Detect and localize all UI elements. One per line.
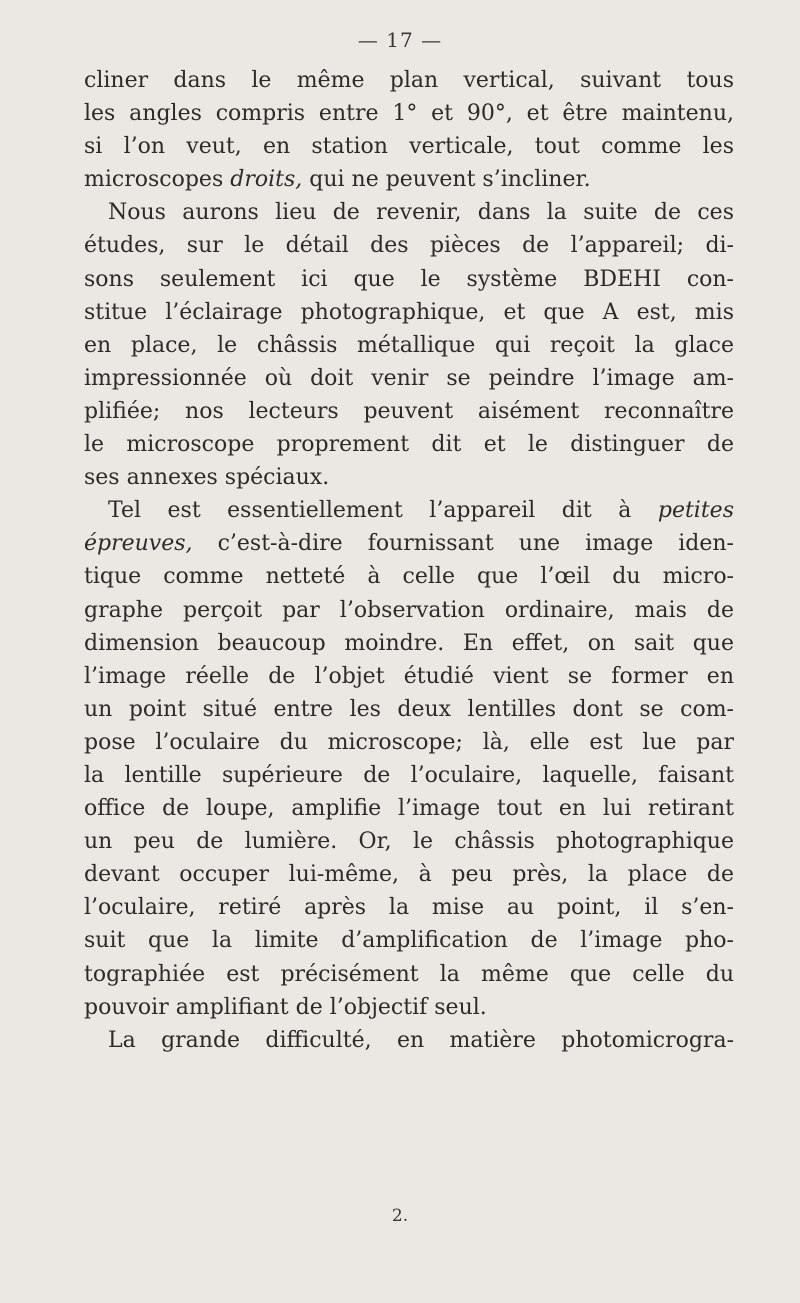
text-line <box>84 991 734 1024</box>
text-line-segment: le microscope proprement dit et le distinguer de <box>84 432 734 458</box>
text-line <box>84 527 734 560</box>
text-line <box>84 163 734 196</box>
text-line-segment: la lentille supérieure de l’oculaire, laquelle, faisant <box>84 762 734 788</box>
text-line-segment: plifiée; nos lecteurs peuvent aisément reconnaître <box>84 398 734 424</box>
text-line-segment: un point situé entre les deux lentilles dont se com- <box>84 696 734 722</box>
text-line <box>84 461 734 494</box>
signature-mark: 2. <box>391 1206 409 1226</box>
text-line-segment: stitue l’éclairage photographique, et que A est, mis <box>84 299 734 325</box>
text-line <box>84 560 734 593</box>
text-line-segment: Tel est essentiellement l’appareil dit à <box>108 498 658 524</box>
text-line-segment: études, sur le détail des pièces de l’appareil; di- <box>84 233 734 259</box>
text-line <box>84 97 734 130</box>
text-line <box>84 792 734 825</box>
text-line-segment: Nous aurons lieu de revenir, dans la suite de ces <box>108 200 734 226</box>
text-line-segment: dimension beaucoup moindre. En effet, on sait que <box>84 630 734 656</box>
text-line <box>84 229 734 262</box>
text-line <box>84 362 734 395</box>
text-line <box>84 395 734 428</box>
text-line <box>84 196 734 229</box>
text-line-segment: qui ne peuvent s’incliner. <box>302 167 591 193</box>
text-line-segment: ses annexes spéciaux. <box>84 465 330 491</box>
text-line-segment: en place, le châssis métallique qui reçoit la glace <box>84 332 734 358</box>
text-line-segment: La grande difficulté, en matière photomicrogra- <box>108 1027 734 1053</box>
text-line <box>84 825 734 858</box>
text-line-segment: c’est-à-dire fournissant une image iden- <box>192 531 734 557</box>
text-line-segment: microscopes <box>84 167 231 193</box>
italic-term: petites <box>657 498 734 524</box>
italic-term: épreuves, <box>84 531 193 557</box>
text-line-segment: les angles compris entre 1° et 90°, et être maintenu, <box>84 101 734 127</box>
body-text <box>84 64 734 1057</box>
text-line <box>84 858 734 891</box>
text-line <box>84 660 734 693</box>
text-line <box>84 891 734 924</box>
page-number-header: — 17 — <box>357 28 443 52</box>
text-line-segment: l’image réelle de l’objet étudié vient se former en <box>84 663 734 689</box>
text-line <box>84 263 734 296</box>
text-line <box>84 329 734 362</box>
text-line-segment: sons seulement ici que le système BDEHI con- <box>84 266 734 292</box>
text-line-segment: graphe perçoit par l’observation ordinaire, mais de <box>84 597 734 623</box>
text-line-segment: tographiée est précisément la même que celle du <box>84 961 734 987</box>
text-line-segment: pose l’oculaire du microscope; là, elle est lue par <box>84 729 734 755</box>
text-line-segment: tique comme netteté à celle que l’œil du micro- <box>84 564 734 590</box>
text-line <box>84 64 734 97</box>
text-line-segment: cliner dans le même plan vertical, suivant tous <box>84 68 734 93</box>
text-line <box>84 428 734 461</box>
text-line-segment: impressionnée où doit venir se peindre l’image am- <box>84 365 734 391</box>
text-line <box>84 130 734 163</box>
text-line <box>84 726 734 759</box>
text-line-segment: office de loupe, amplifie l’image tout en lui retirant <box>84 796 734 822</box>
text-line-segment: devant occuper lui-même, à peu près, la place de <box>84 862 734 888</box>
text-line-segment: suit que la limite d’amplification de l’image pho- <box>84 928 734 954</box>
text-line <box>84 494 734 527</box>
italic-term: droits, <box>230 167 303 193</box>
text-line <box>84 759 734 792</box>
text-line <box>84 594 734 627</box>
text-line-segment: si l’on veut, en station verticale, tout comme les <box>84 134 734 160</box>
text-line-segment: pouvoir amplifiant de l’objectif seul. <box>84 994 487 1020</box>
text-line <box>84 627 734 660</box>
text-line <box>84 1024 734 1057</box>
text-line-segment: l’oculaire, retiré après la mise au point, il s’en- <box>84 895 734 921</box>
text-line-segment: un peu de lumière. Or, le châssis photographique <box>84 829 734 855</box>
text-line <box>84 924 734 957</box>
text-line <box>84 693 734 726</box>
text-line <box>84 296 734 329</box>
text-line <box>84 958 734 991</box>
